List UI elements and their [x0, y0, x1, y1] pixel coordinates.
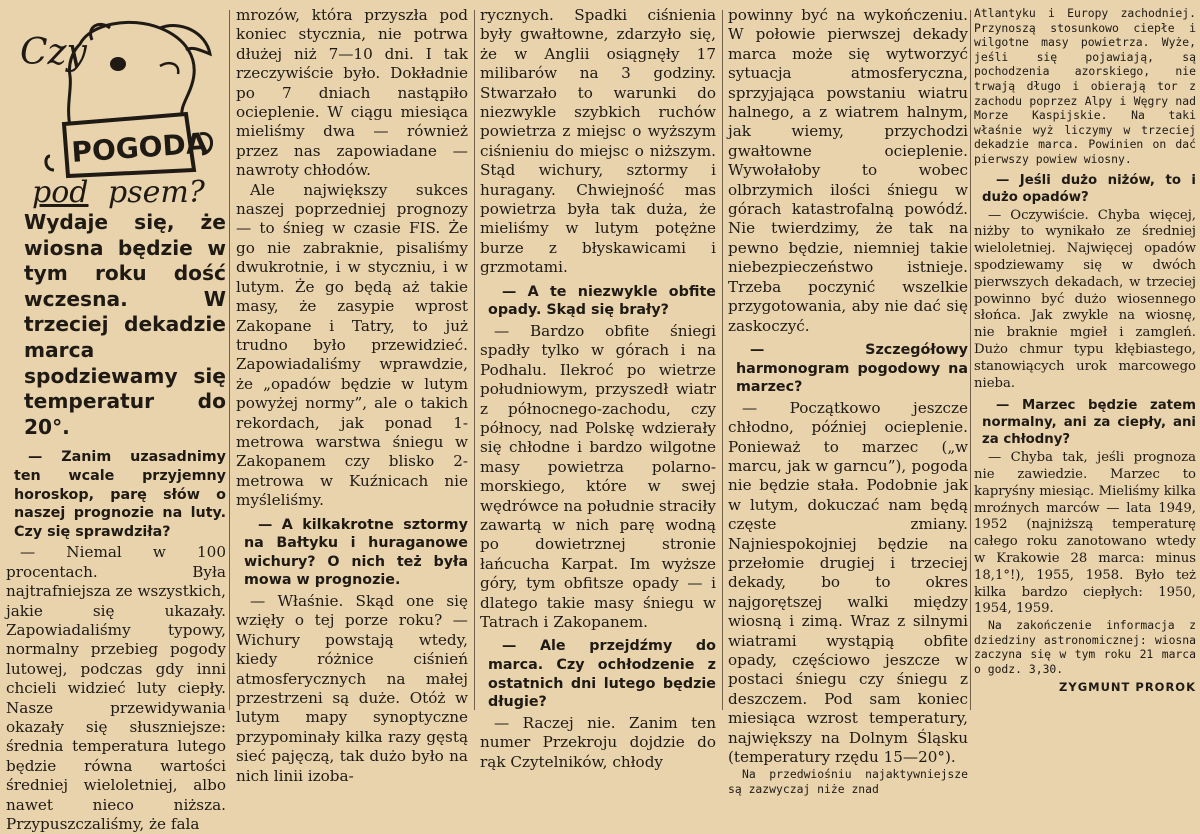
column-logo	[10, 6, 222, 210]
column-5	[974, 6, 1196, 714]
question-paragraph: — Zanim uzasadnimy ten wcale przyjemny horoskop, parę słów o naszej prognozie na luty. Czy się sprawdziła?	[14, 449, 226, 540]
question-paragraph: — A kilkakrotne sztormy na Bałtyku i huraganowe wichury? O nich też była mowa w prognozie.	[244, 516, 468, 589]
answer-paragraph: rycznych. Spadki ciśnienia były gwałtowne, zdarzyło się, że w Anglii osiągnęły 17 milibarów na 3 godziny. Stwarzało to warunki do niezwykle szybkich ruchów powietrza z miejsc o wyższym ciśnieniu do miejsc o niższym. Stąd wichury, sztormy i huragany. Chwiejność mas powietrza była tak duża, że mieliśmy w lutym potężne burze z błyskawicami i grzmotami.	[480, 6, 716, 277]
answer-paragraph: Ale największy sukces naszej poprzedniej prognozy — to śnieg w czasie FIS. Że go nie zabraknie, pisaliśmy dwukrotnie, i w styczniu, i w lutym. Że go będą aż takie masy, że zasypie wprost Zakopane i Tatry, to już trudno było przewidzieć. Zapowiadaliśmy wprawdzie, że „opadów będzie w lutym powyżej normy”, ale o takich rekordach, jak ponad 1-metrowa warstwa śniegu w Zakopanem czy blisko 2-metrowa w Kuźnicach nie myśleliśmy.	[236, 180, 468, 510]
logo-pod-text: pod	[32, 175, 89, 210]
column-divider	[474, 10, 475, 710]
answer-paragraph: Na przedwiośniu najaktywniejsze są zazwyczaj niże znad	[728, 767, 968, 796]
answer-paragraph: powinny być na wykończeniu. W połowie pierwszej dekady marca może się wytworzyć sytuacja atmosferyczna, sprzyjająca powstaniu wiatru halnego, a z wiatrem halnym, jak wiemy, przychodzi gwałtowne ocieplenie. Wywołałoby to wobec olbrzymich ilości śniegu w górach katastrofalną powódź. Nie twierdzimy, że tak na pewno będzie, niemniej takie niebezpieczeństwo istnieje. Trzeba poczynić wszelkie przygotowania, aby nie dać się zaskoczyć.	[728, 6, 968, 335]
answer-paragraph: — Chyba tak, jeśli prognoza nie zawiedzie. Marzec to kapryśny miesiąc. Mieliśmy kilka mroźnych marców — lata 1949, 1952 (najniższą temperaturę całego roku zanotowano wtedy w Krakowie 28 marca: minus 18,1°!), 1955, 1958. Było też kilka bardzo ciepłych: 1950, 1954, 1959.	[974, 450, 1196, 617]
logo-pogoda-text: POGODA	[70, 126, 209, 169]
column-divider	[722, 10, 723, 710]
answer-paragraph: — Oczywiście. Chyba więcej, niżby to wynikało ze średniej wieloletniej. Najwięcej opadów spodziewamy się w dwóch pierwszych dekadach, w trzeciej powinno być dużo wiosennego słońca. Jak zwykle na wiosnę, nie braknie mgieł i zamgleń. Dużo chmur typu kłębiastego, stanowiących urok marcowego nieba.	[974, 207, 1196, 391]
column-2	[236, 6, 468, 785]
logo-czy-text: Czy	[20, 32, 87, 73]
column-3	[480, 6, 716, 771]
question-paragraph: — Ale przejdźmy do marca. Czy ochłodzenie z ostatnich dni lutego będzie długie?	[488, 638, 716, 711]
column-5-body	[974, 6, 1196, 677]
answer-paragraph: — Właśnie. Skąd one się wzięły o tej porze roku? — Wichury powstają wtedy, kiedy różnice ciśnień atmosferycznych na małej przestrzeni są duże. Otóż w lutym mapy synoptyczne przypominały kilka razy gęstą sieć pajęczą, tak dużo było na nich linii izoba-	[236, 591, 468, 785]
lead-paragraph: Wydaje się, że wiosna będzie w tym roku dość wczesna. W trzeciej dekadzie marca spodziewamy się temperatur do 20°.	[24, 210, 226, 439]
column-divider	[229, 10, 230, 710]
logo-psem-text: psem?	[108, 175, 205, 210]
dog-illustration	[10, 6, 222, 210]
question-paragraph: — Marzec będzie zatem normalny, ani za ciepły, ani za chłodny?	[982, 398, 1196, 448]
answer-paragraph: Na zakończenie informacja z dziedziny astronomicznej: wiosna zaczyna się w tym roku 21 marca o godz. 3,30.	[974, 618, 1196, 677]
question-paragraph: — Jeśli dużo niżów, to i dużo opadów?	[982, 172, 1196, 205]
answer-paragraph: — Niemal w 100 procentach. Była najtrafniejsza ze wszystkich, jakie się ukazały. Zapowiadaliśmy typowy, normalny przebieg pogody lutowej, podczas gdy inni chcieli widzieć luty ciepły. Nasze przewidywania okazały się słuszniejsze: średnia temperatura lutego będzie równa wartości średniej wieloletniej, albo nawet nieco niższa. Przypuszczaliśmy, że fala	[6, 543, 226, 833]
question-paragraph: — A te niezwykle obfite opady. Skąd się brały?	[488, 283, 716, 319]
column-1	[6, 6, 226, 833]
column-4	[728, 6, 968, 796]
answer-paragraph: mrozów, która przyszła pod koniec stycznia, nie potrwa dłużej niż 7—10 dni. I tak rzeczywiście było. Dokładnie po 7 dniach nastąpiło ocieplenie. W ciągu miesiąca mieliśmy dwa — również przez nas zapowiadane — nawroty chłodów.	[236, 6, 468, 180]
question-paragraph: — Szczegółowy harmonogram pogodowy na marzec?	[736, 341, 968, 396]
answer-paragraph: Atlantyku i Europy zachodniej. Przynoszą stosunkowo ciepłe i wilgotne masy powietrza. Wyże, jeśli się pojawiają, są pochodzenia azorskiego, nie trwają długo i obierają tor z zachodu poprzez Alpy i Węgry nad Morze Kaspijskie. Na taki właśnie wyż liczymy w trzeciej dekadzie marca. Powinien on dać pierwszy powiew wiosny.	[974, 6, 1196, 166]
answer-paragraph: — Początkowo jeszcze chłodno, później ocieplenie. Ponieważ to marzec („w marcu, jak w garncu”), pogoda nie będzie stała. Podobnie jak w lutym, dokuczać nam będą częste zmiany. Najniespokojniej będzie na przełomie drugiej i trzeciej dekady, bo to okres najgorętszej walki między wiosną i zimą. Wraz z silnymi wiatrami wystąpią obfite opady, częściowo jeszcze w postaci śniegu czy śniegu z deszczem. Pod sam koniec miesiąca wzrost temperatury, największy na Dolnym Śląsku (temperatury rzędu 15—20°).	[728, 398, 968, 766]
answer-paragraph: — Bardzo obfite śniegi spadły tylko w górach i na Podhalu. Ilekroć po wietrze południowym, przyszedł wiatr z północnego-zachodu, czy północy, nad Polskę wdzierały się chłodne i bardzo wilgotne masy powietrza polarno-morskiego, które w swej wędrówce na południe straciły zawartą w nich parę wodną po dowietrznej stronie łańcucha Karpat. Im wyższe góry, tym obfitsze opady — i dlatego takie masy śniegu w Tatrach i Zakopanem.	[480, 321, 716, 631]
column-1-body	[6, 448, 226, 834]
column-divider	[970, 10, 971, 710]
author-signature: ZYGMUNT PROROK	[1059, 679, 1196, 694]
answer-paragraph: — Raczej nie. Zanim ten numer Przekroju dojdzie do rąk Czytelników, chłody	[480, 713, 716, 771]
